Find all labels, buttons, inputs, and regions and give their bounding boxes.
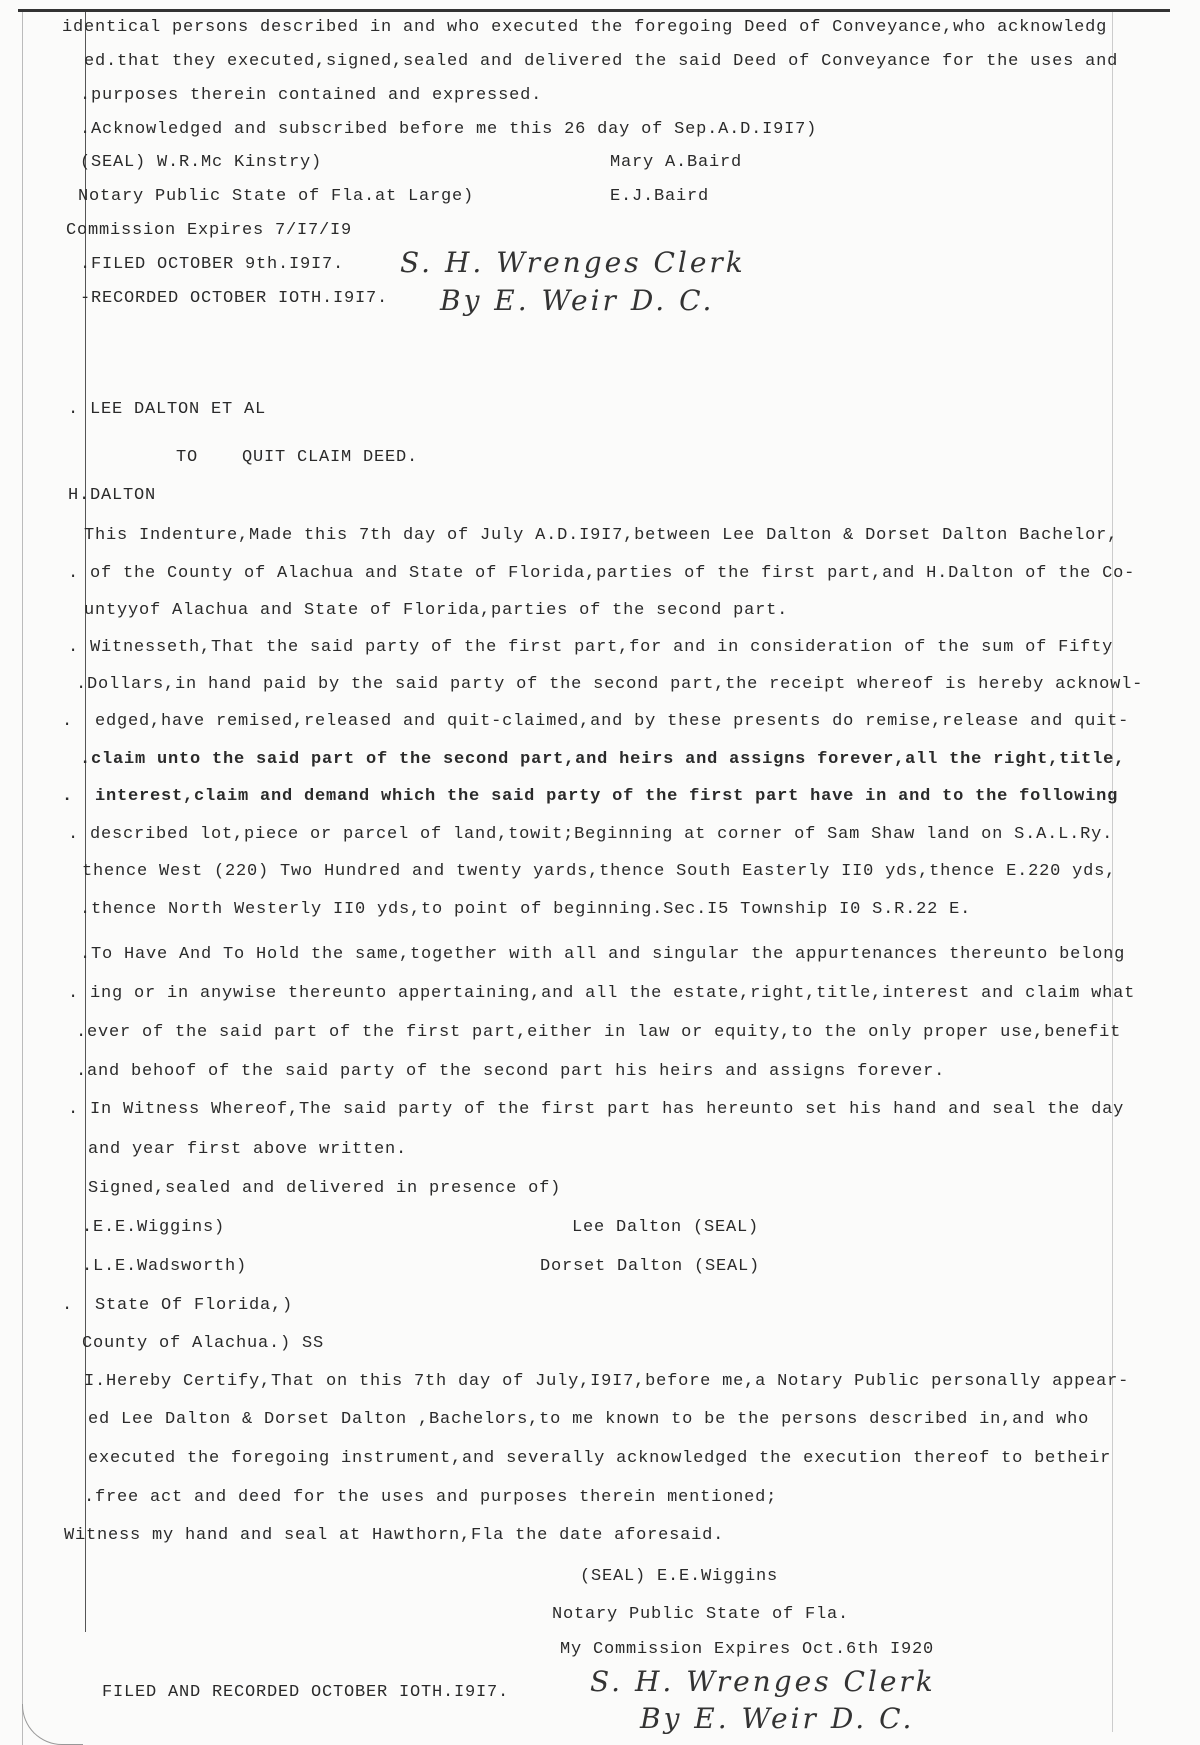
text-line: .ever of the said part of the first part,either in law or equity,to the only proper use,benefit — [76, 1023, 1122, 1042]
text-line: ed Lee Dalton & Dorset Dalton ,Bachelors,to me known to be the persons described in,and who — [88, 1410, 1090, 1429]
text-line: .free act and deed for the uses and purposes therein mentioned; — [84, 1488, 778, 1507]
filed-date: .FILED OCTOBER 9th.I9I7. — [80, 255, 345, 274]
text-line: executed the foregoing instrument,and severally acknowledged the execution thereof to betheir — [88, 1449, 1112, 1468]
text-line: Signed,sealed and delivered in presence of) — [88, 1179, 562, 1198]
text-line: thence West (220) Two Hundred and twenty yards,thence South Easterly II0 yds,thence E.220 yds, — [82, 862, 1117, 881]
witness-name: .L.E.Wadsworth) — [82, 1257, 248, 1276]
text-line: This Indenture,Made this 7th day of July A.D.I9I7,between Lee Dalton & Dorset Dalton Bachelor, — [84, 526, 1119, 545]
text-line: .thence North Westerly II0 yds,to point of beginning.Sec.I5 Township I0 S.R.22 E. — [80, 900, 972, 919]
grantor-signature: Mary A.Baird — [610, 153, 743, 172]
text-line: Witness my hand and seal at Hawthorn,Fla the date aforesaid. — [64, 1526, 725, 1545]
text-line: .purposes therein contained and expressed. — [80, 86, 543, 105]
text-line: . In Witness Whereof,The said party of the first part has hereunto set his hand and seal the day — [68, 1100, 1125, 1119]
deputy-signature: By E. Weir D. C. — [640, 1702, 915, 1735]
text-line: .To Have And To Hold the same,together with all and singular the appurtenances thereunto belong — [80, 945, 1126, 964]
text-line: Notary Public State of Fla. — [552, 1605, 850, 1624]
text-line: .Dollars,in hand paid by the said party of the second part,the receipt whereof is hereby acknowl- — [76, 675, 1144, 694]
text-line: . ing or in anywise thereunto appertaining,and all the estate,right,title,interest and claim what — [68, 984, 1136, 1003]
deputy-signature: By E. Weir D. C. — [440, 284, 715, 317]
text-line: County of Alachua.) SS — [82, 1334, 325, 1353]
page-edge — [22, 12, 23, 1745]
notary-signature: (SEAL) E.E.Wiggins — [580, 1567, 779, 1586]
grantor-signature: Dorset Dalton (SEAL) — [540, 1257, 761, 1276]
text-line: My Commission Expires Oct.6th I920 — [560, 1640, 935, 1659]
filed-and-recorded: FILED AND RECORDED OCTOBER IOTH.I9I7. — [102, 1683, 510, 1702]
text-line: . interest,claim and demand which the said party of the first part have in and to the following — [62, 787, 1119, 806]
page-corner — [22, 1704, 83, 1745]
text-line: (SEAL) W.R.Mc Kinstry) — [80, 153, 323, 172]
clerk-signature: S. H. Wrenges Clerk — [400, 246, 746, 279]
witness-name: .E.E.Wiggins) — [82, 1218, 226, 1237]
text-line: . Witnesseth,That the said party of the first part,for and in consideration of the sum of Fifty — [68, 638, 1114, 657]
text-line: . described lot,piece or parcel of land,towit;Beginning at corner of Sam Shaw land on S.A.L.Ry. — [68, 825, 1114, 844]
text-line: .and behoof of the said party of the second part his heirs and assigns forever. — [76, 1062, 946, 1081]
text-line: .claim unto the said part of the second part,and heirs and assigns forever,all the right,title, — [80, 750, 1126, 769]
grantee-heading: H.DALTON — [68, 486, 157, 505]
text-line: Notary Public State of Fla.at Large) — [78, 187, 475, 206]
text-line: . of the County of Alachua and State of Florida,parties of the first part,and H.Dalton of the Co- — [68, 564, 1136, 583]
text-line: . edged,have remised,released and quit-claimed,and by these presents do remise,release and quit- — [62, 712, 1130, 731]
text-line: untyyof Alachua and State of Florida,parties of the second part. — [84, 601, 789, 620]
text-line: ed.that they executed,signed,sealed and delivered the said Deed of Conveyance for the uses and — [84, 52, 1119, 71]
grantor-signature: Lee Dalton (SEAL) — [572, 1218, 760, 1237]
top-border-line — [18, 9, 1170, 12]
text-line: . State Of Florida,) — [62, 1296, 294, 1315]
text-line: Commission Expires 7/I7/I9 — [66, 221, 353, 240]
grantor-heading: . LEE DALTON ET AL — [68, 400, 267, 419]
deed-type-heading: TO QUIT CLAIM DEED. — [176, 448, 419, 467]
text-line: identical persons described in and who executed the foregoing Deed of Conveyance,who acknowledg — [62, 18, 1108, 37]
text-line: I.Hereby Certify,That on this 7th day of July,I9I7,before me,a Notary Public personally appear- — [84, 1372, 1130, 1391]
text-line: and year first above written. — [88, 1140, 408, 1159]
grantor-signature: E.J.Baird — [610, 187, 710, 206]
text-line: .Acknowledged and subscribed before me this 26 day of Sep.A.D.I9I7) — [80, 120, 818, 139]
clerk-signature: S. H. Wrenges Clerk — [590, 1665, 936, 1698]
recorded-date: -RECORDED OCTOBER IOTH.I9I7. — [80, 289, 389, 308]
